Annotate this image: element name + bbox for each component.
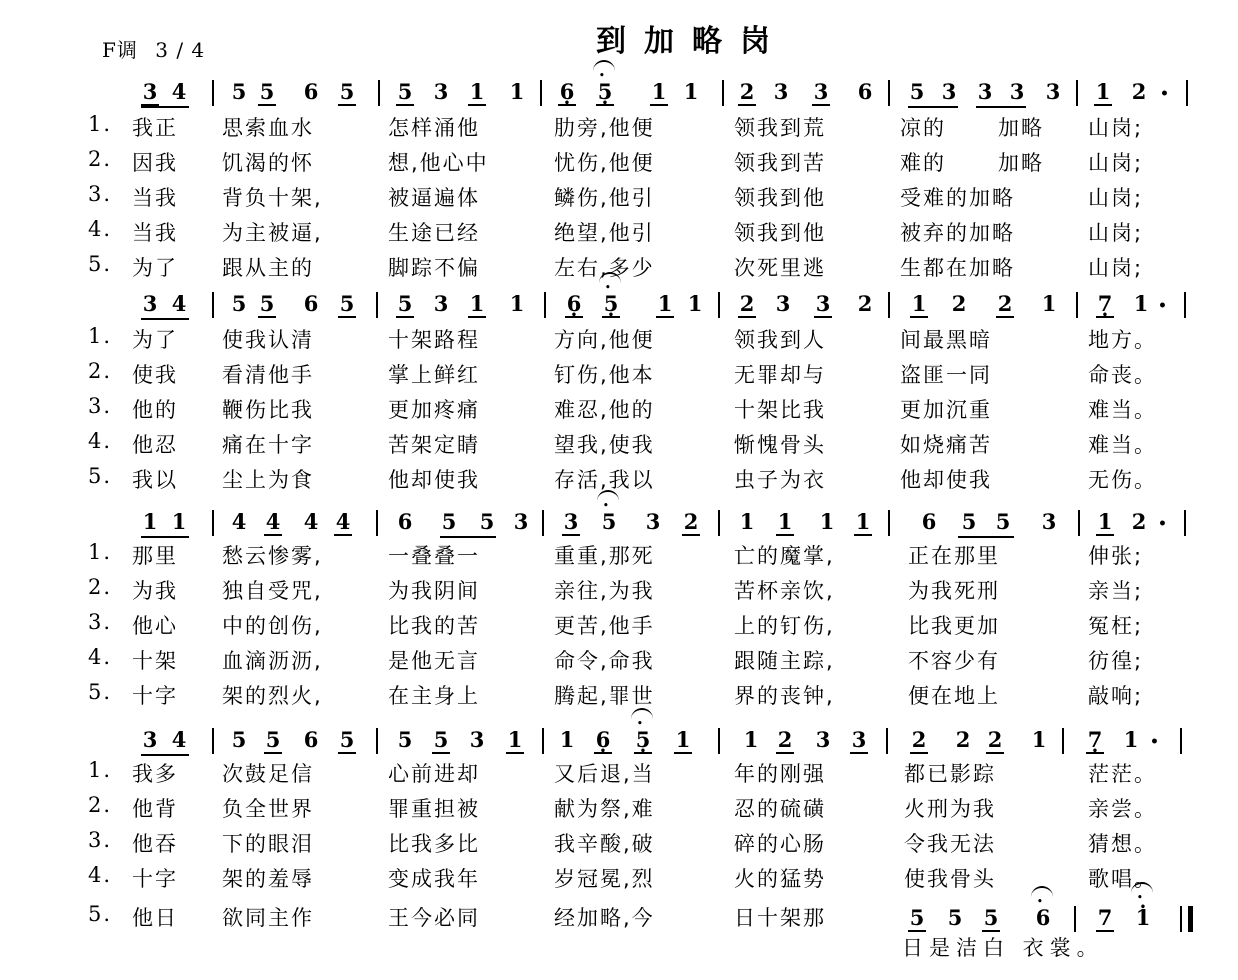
notation-row: 3 4 5 5 6 5 5 5 3 1 1 • 6 • 5 • 1 1 2 3 3 2 2 2 1 • 7 1 • bbox=[0, 726, 1238, 766]
notation-row: 3 4 5 5 6 5 5 3 1 1 • 6 • 5 • 1 1 2 3 3 2 1 2 2 1 • 7 1 • bbox=[0, 290, 1238, 330]
fermata-icon bbox=[1131, 882, 1153, 898]
verse-5-line: 5. 为了 跟从主的 脚踪不偏 左右,多少 次死里逃 生都在加略 山岗; bbox=[88, 252, 1144, 280]
notation-row: 3 4 5 5 6 5 5 3 1 1 • 6 • 5 • 1 1 2 3 3 6 5 3 3 3 3 1 2 • bbox=[0, 78, 1238, 118]
key-label: F调 bbox=[102, 38, 138, 62]
verse-5-line: 5. 他日 欲同主作 王今必同 经加略,今 日十架那 bbox=[88, 902, 826, 930]
fermata-icon bbox=[599, 272, 621, 288]
verse-2-line: 2. 为我 独自受咒, 为我阴间 亲往,为我 苦杯亲饮, 为我死刑 亲当; bbox=[88, 575, 1144, 603]
fermata-icon bbox=[597, 490, 619, 506]
fermata-icon bbox=[593, 60, 615, 76]
verse-2-line: 2. 因我 饥渴的怀 想,他心中 忧伤,他便 领我到苦 难的 加略 山岗; bbox=[88, 147, 1144, 175]
key-signature bbox=[102, 34, 215, 63]
verse-1-line: 1. 我多 次鼓足信 心前进却 又后退,当 年的刚强 都已影踪 茫茫。 bbox=[88, 758, 1157, 786]
verse-3-line: 3. 当我 背负十架, 被逼遍体 鳞伤,他引 领我到他 受难的加略 山岗; bbox=[88, 182, 1144, 210]
verse-5-line: 5. 我以 尘上为食 他却使我 存活,我以 虫子为衣 他却使我 无伤。 bbox=[88, 464, 1157, 492]
notation-row: 1 1 4 4 4 4 6 5 5 3 3 5 • 3 2 1 1 1 1 6 5 5 3 1 2 • bbox=[0, 508, 1238, 548]
time-signature: 3 / 4 bbox=[155, 38, 206, 62]
verse-4-line: 4. 十架 血滴沥沥, 是他无言 命令,命我 跟随主踪, 不容少有 彷徨; bbox=[88, 645, 1144, 673]
verse-1-line: 1. 为了 使我认清 十架路程 方向,他便 领我到人 间最黑暗 地方。 bbox=[88, 324, 1157, 352]
fermata-icon bbox=[631, 708, 653, 724]
verse-4-line: 4. 十字 架的羞辱 变成我年 岁冠冕,烈 火的猛势 使我骨头 歌唱。 bbox=[88, 863, 1157, 891]
verse-5-line: 5. 十字 架的烈火, 在主身上 腾起,罪世 界的丧钟, 便在地上 敲响; bbox=[88, 680, 1144, 708]
verse-4-line: 4. 当我 为主被逼, 生途已经 绝望,他引 领我到他 被弃的加略 山岗; bbox=[88, 217, 1144, 245]
verse-3-line: 3. 他心 中的创伤, 比我的苦 更苦,他手 上的钉伤, 比我更加 冤枉; bbox=[88, 610, 1144, 638]
page-title: 到加略岗 bbox=[596, 24, 788, 59]
verse-4-line: 4. 他忍 痛在十字 苦架定睛 望我,使我 惭愧骨头 如烧痛苦 难当。 bbox=[88, 429, 1157, 457]
verse-2-line: 2. 使我 看清他手 掌上鲜红 钉伤,他本 无罪却与 盗匪一同 命丧。 bbox=[88, 359, 1157, 387]
coda-notation: 5 5 5 6 • 7 • 1 • bbox=[0, 904, 1238, 944]
verse-1-line: 1. 那里 愁云惨雾, 一叠叠一 重重,那死 亡的魔掌, 正在那里 伸张; bbox=[88, 540, 1144, 568]
coda-lyrics: 日是洁白 衣裳。 bbox=[902, 936, 1104, 960]
verse-2-line: 2. 他背 负全世界 罪重担被 献为祭,难 忍的硫磺 火刑为我 亲尝。 bbox=[88, 793, 1157, 821]
fermata-icon bbox=[1031, 886, 1053, 902]
verse-3-line: 3. 他吞 下的眼泪 比我多比 我辛酸,破 碎的心肠 令我无法 猜想。 bbox=[88, 828, 1157, 856]
verse-1-line: 1. 我正 思索血水 怎样涌他 肋旁,他便 领我到荒 凉的 加略 山岗; bbox=[88, 112, 1144, 140]
verse-3-line: 3. 他的 鞭伤比我 更加疼痛 难忍,他的 十架比我 更加沉重 难当。 bbox=[88, 394, 1157, 422]
